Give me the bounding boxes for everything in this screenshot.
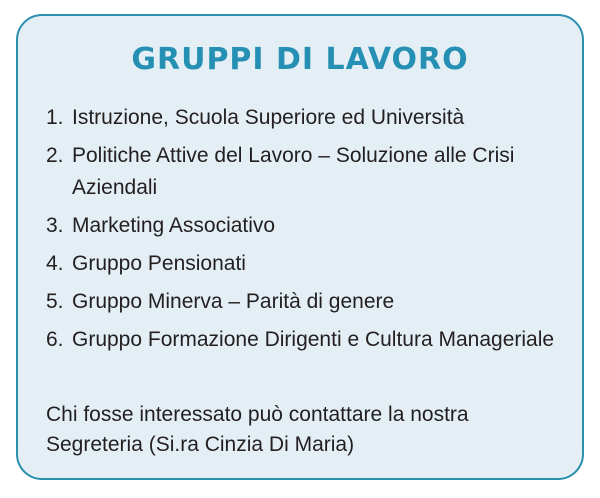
item-label: Politiche Attive del Lavoro – Soluzione alle Crisi Aziendali	[72, 144, 515, 199]
item-label: Gruppo Formazione Dirigenti e Cultura Manageriale	[72, 328, 555, 351]
list-item	[46, 140, 558, 204]
list-item	[46, 248, 558, 280]
item-number: 5.	[46, 290, 64, 313]
list-item	[46, 102, 558, 134]
list-item	[46, 324, 558, 356]
item-number: 6.	[46, 328, 64, 351]
item-number: 2.	[46, 144, 64, 167]
list-item	[46, 210, 558, 242]
item-label: Gruppo Minerva – Parità di genere	[72, 290, 395, 313]
item-number: 1.	[46, 106, 64, 129]
item-label: Marketing Associativo	[72, 214, 276, 237]
item-label: Istruzione, Scuola Superiore ed Università	[72, 106, 465, 129]
item-label: Gruppo Pensionati	[72, 252, 246, 275]
card-title: GRUPPI DI LAVORO	[131, 42, 469, 77]
working-groups-card	[16, 14, 584, 480]
contact-note: Chi fosse interessato può contattare la nostra Segreteria (Si.ra Cinzia Di Maria)	[46, 403, 469, 456]
item-number: 3.	[46, 214, 64, 237]
working-groups-list	[46, 102, 558, 362]
list-item	[46, 286, 558, 318]
item-number: 4.	[46, 252, 64, 275]
